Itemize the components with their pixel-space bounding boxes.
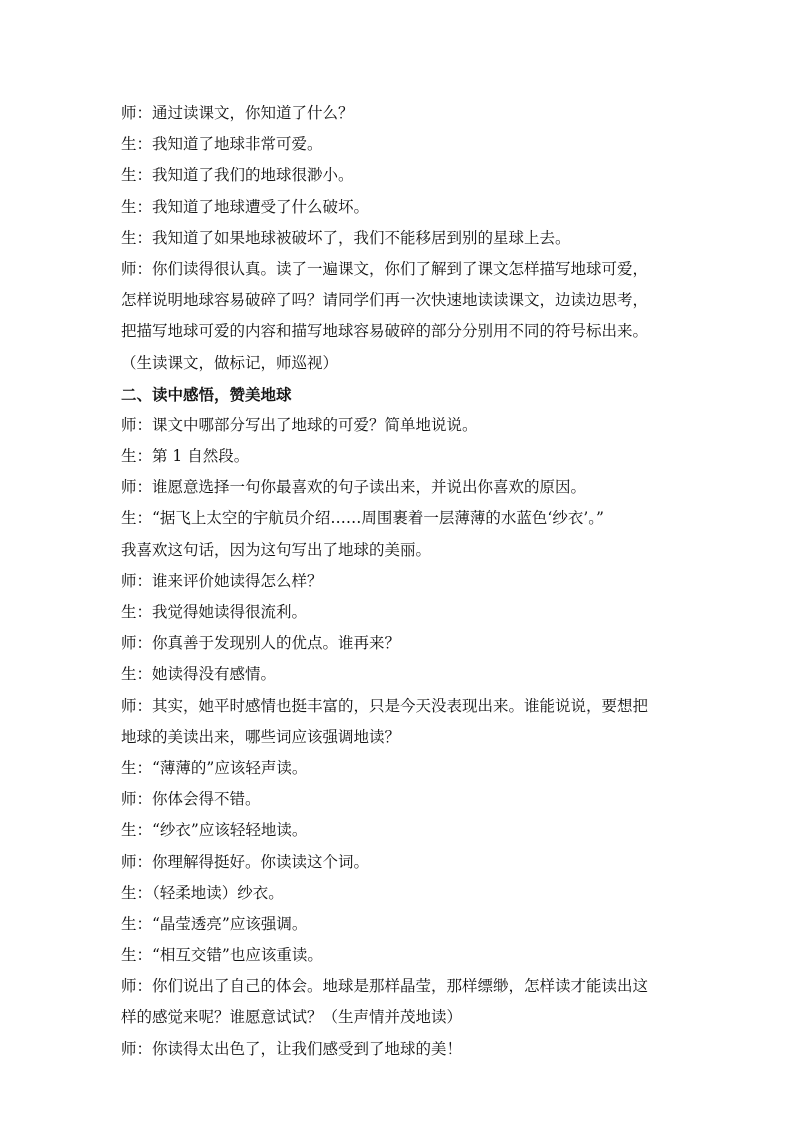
paragraph-line: 师：你们读得很认真。读了一遍课文，你们了解到了课文怎样描写地球可爱，: [121, 259, 649, 278]
paragraph-line: 怎样说明地球容易破碎了吗？请同学们再一次快速地读读课文，边读边思考，: [121, 291, 649, 310]
paragraph-line: 师：谁愿意选择一句你最喜欢的句子读出来，并说出你喜欢的原因。: [121, 478, 587, 497]
document-body: [121, 98, 681, 1065]
paragraph-line: 生：我知道了地球遭受了什么破坏。: [121, 197, 370, 216]
paragraph-line: 生：我知道了我们的地球很渺小。: [121, 166, 354, 185]
paragraph-line: 把描写地球可爱的内容和描写地球容易破碎的部分分别用不同的符号标出来。: [121, 322, 649, 341]
paragraph-line: （生读课文，做标记，师巡视）: [121, 353, 339, 372]
paragraph-line: 生：“相互交错”也应该重读。: [121, 946, 323, 965]
paragraph-line: 师：通过读课文，你知道了什么？: [121, 104, 354, 122]
paragraph-line: 我喜欢这句话，因为这句写出了地球的美丽。: [121, 540, 432, 559]
paragraph-line: 师：你理解得挺好。你读读这个词。: [121, 852, 370, 871]
paragraph-line: 师：其实，她平时感情也挺丰富的，只是今天没表现出来。谁能说说，要想把: [121, 696, 649, 715]
section-heading: 二、读中感悟，赞美地球: [121, 384, 292, 404]
paragraph-line: 生：“纱衣”应该轻轻地读。: [121, 821, 308, 840]
paragraph-line: 生：“薄薄的”应该轻声读。: [121, 758, 308, 777]
paragraph-line: 生：“晶莹透亮”应该强调。: [121, 914, 308, 933]
paragraph-line: 生：“据飞上太空的宇航员介绍……周围裹着一层薄薄的水蓝色‘纱衣’。”: [121, 509, 604, 528]
paragraph-line: 师：谁来评价她读得怎么样？: [121, 571, 323, 590]
paragraph-line: 生：我知道了如果地球被破坏了，我们不能移居到别的星球上去。: [121, 228, 571, 247]
paragraph-line: 生：（轻柔地读）纱衣。: [121, 883, 284, 902]
paragraph-line: 生：我觉得她读得很流利。: [121, 603, 308, 621]
paragraph-line: 师：你们说出了自己的体会。地球是那样晶莹，那样缥缈，怎样读才能读出这: [121, 977, 649, 996]
paragraph-line: 师：你真善于发现别人的优点。谁再来？: [121, 634, 401, 653]
paragraph-line: 师：你读得太出色了，让我们感受到了地球的美！: [121, 1039, 463, 1058]
paragraph-line: 生：第 1 自然段。: [121, 447, 250, 466]
paragraph-line: 师：课文中哪部分写出了地球的可爱？简单地说说。: [121, 415, 478, 434]
paragraph-line: 样的感觉来呢？谁愿意试试？（生声情并茂地读）: [121, 1008, 463, 1027]
paragraph-line: 师：你体会得不错。: [121, 790, 261, 809]
paragraph-line: 地球的美读出来，哪些词应该强调地读？: [121, 727, 401, 746]
paragraph-line: 生：她读得没有感情。: [121, 665, 277, 684]
paragraph-line: 生：我知道了地球非常可爱。: [121, 135, 323, 154]
